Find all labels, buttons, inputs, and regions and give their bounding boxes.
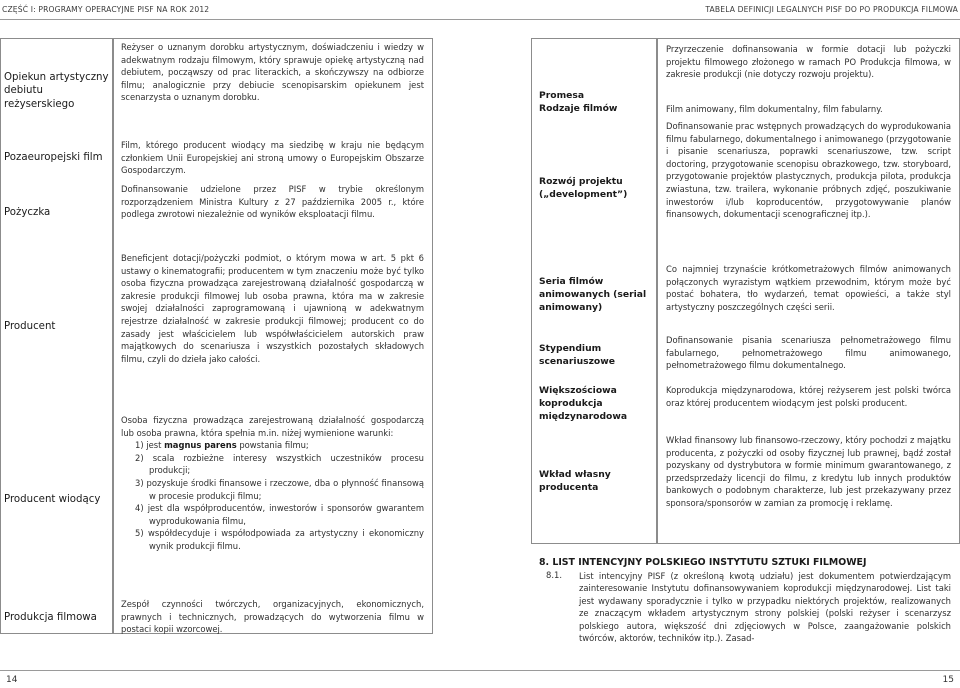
left-term-column — [0, 38, 113, 634]
term-rozwoj-projektu: Rozwój projektu („development”) — [539, 176, 628, 200]
header-rule — [0, 19, 960, 20]
def-producent-wiodacy-intro: Osoba fizyczna prowadząca zarejestrowaną działalność gospodarczą lub osoba prawna, która spełnia m.in. niżej wymienione warunki: — [121, 415, 424, 438]
footer-rule — [0, 670, 960, 671]
def-wiekszosciowa: Koprodukcja międzynarodowa, której reżyserem jest polski twórca oraz której producentem wiodącym jest polski producent. — [666, 385, 951, 408]
condition-item — [121, 477, 424, 502]
def-rozwoj-projektu: Dofinansowanie prac wstępnych prowadzących do wyprodukowania filmu fabularnego, dokumentalnego i animowanego (przygotowanie i pisanie scenariusza, poprawki scenariuszowe, tzw. script doctoring, przygotowanie scenopisu obrazkowego, tzw. storyboard, przygotowanie projektów plastycznych, produkcja pilota, produkcja zwiastuna, tzw. trailera, wykonanie próbnych zdjęć, poszukiwanie inwestorów i/lub koproducentów, przygotowywanie planów finansowych, dokumentacji scenograficznej itp.). — [666, 121, 951, 220]
condition-number: 1) — [135, 440, 144, 451]
term-produkcja-filmowa: Produkcja filmowa — [4, 612, 97, 623]
def-pozyczka: Dofinansowanie udzielone przez PISF w trybie określonym rozporządzeniem Ministra Kultury z 27 października 2005 r., które podlega zwrotowi niezależnie od wyników eksploatacji filmu. — [121, 184, 424, 220]
condition-bold-text: magnus parens — [164, 440, 237, 451]
page-number-right: 15 — [942, 675, 954, 685]
page-number-left: 14 — [6, 675, 18, 685]
def-wklad-wlasny: Wkład finansowy lub finansowo-rzeczowy, który pochodzi z majątku producenta, z pożyczki od osoby fizycznej lub prawnej, bądź został pozyskany od dystrybutora w formie minimum gwarantowanego, z przedsprzedaży licencji do filmu, z kredytu lub innych produktów bankowych o podobnym charakterze, lub jest przekazywany przez sponsora/sponsorów w zamian za promocję i reklamę. — [666, 435, 951, 508]
condition-text: pozyskuje środki finansowe i rzeczowe, dba o płynność finansową w procesie produkcji filmu; — [146, 477, 424, 501]
term-opiekun: Opiekun artystyczny debiutu reżyserskiego — [4, 72, 109, 110]
section-8-title: 8. LIST INTENCYJNY POLSKIEGO INSTYTUTU SZTUKI FILMOWEJ — [539, 557, 867, 568]
section-8-1-text: List intencyjny PISF (z określoną kwotą udziału) jest dokumentem potwierdzającym zainteresowanie Instytutu dofinansowywaniem koprodukcji międzynarodowej. List taki jest wydawany sporadycznie i tylko w przypadku niektórych projektów, realizowanych ze znaczącym wkładem artystycznym strony polskiej (polski reżyser i scenarzysz polskiego autora, większość dni zdjęciowych w Polsce, zaangażowanie polskich twórców, aktorów, techników itp.). Zasad- — [579, 571, 951, 644]
term-wklad-wlasny: Wkład własny producenta — [539, 469, 611, 493]
def-produkcja-filmowa: Zespół czynności twórczych, organizacyjnych, ekonomicznych, prawnych i technicznych, prowadzących do wytworzenia filmu w postaci kopii wzorcowej. — [121, 599, 424, 635]
term-producent: Producent — [4, 321, 56, 332]
term-seria-filmow: Seria filmów animowanych (serial animowany) — [539, 276, 647, 313]
def-producent-wiodacy — [121, 414, 424, 553]
condition-item — [121, 452, 424, 477]
conditions-list — [121, 439, 424, 552]
condition-item — [121, 527, 424, 552]
def-opiekun: Reżyser o uznanym dorobku artystycznym, doświadczeniu i wiedzy w adekwatnym rodzaju filmowym, który sprawuje opiekę artystyczną nad debiutem, począwszy od prac literackich, a skończywszy na odbiorze filmu; analogicznie przy debiucie scenopisarskim opiekunem jest scenarzysta o uznanym dorobku. — [121, 42, 424, 103]
term-pozyczka: Pożyczka — [4, 207, 51, 218]
term-rodzaje-filmow: Rodzaje filmów — [539, 103, 618, 114]
term-promesa: Promesa — [539, 90, 585, 101]
def-stypendium: Dofinansowanie pisania scenariusza pełnometrażowego filmu fabularnego, pełnometrażowego filmu animowanego, pełnometrażowego filmu dokumentalnego. — [666, 335, 951, 371]
running-header-right: TABELA DEFINICJI LEGALNYCH PISF DO PO PRODUKCJA FILMOWA — [705, 5, 958, 14]
def-pozaeuropejski: Film, którego producent wiodący ma siedzibę w kraju nie będącym członkiem Unii Europejskiej ani stroną umowy o Europejskim Obszarze Gospodarczym. — [121, 140, 424, 176]
condition-item — [121, 502, 424, 527]
condition-text: współdecyduje i współodpowiada za artystyczny i ekonomiczny wynik produkcji filmu. — [148, 528, 424, 551]
running-header-left: CZĘŚĆ I: PROGRAMY OPERACYJNE PISF NA ROK 2012 — [2, 5, 210, 14]
section-8-1-number: 8.1. — [546, 570, 562, 580]
def-producent: Beneficjent dotacji/pożyczki podmiot, o którym mowa w art. 5 pkt 6 ustawy o kinematografii; producentem w tym znaczeniu może być tylko osoba fizyczna prowadząca zarejestrowaną działalność gospodarczą w zakresie produkcji filmowej lub osoba prawna, która ma w zakresie swojej działalności zaprogramowaną i ujawnioną w adekwatnym rejestrze działalność w zakresie produkcji filmowej; producent co do zasady jest właścicielem lub współwłaścicielem autorskich praw majątkowych do scenariusza i wszystkich pozostałych składowych filmu, czyli do dzieła jako całości. — [121, 253, 424, 364]
condition-text: jest dla współproducentów, inwestorów i sponsorów gwarantem wyprodukowania filmu, — [147, 503, 424, 526]
term-pozaeuropejski: Pozaeuropejski film — [4, 152, 103, 163]
condition-text: jest — [146, 440, 165, 451]
condition-number: 3) — [135, 477, 144, 488]
condition-number: 4) — [135, 503, 144, 514]
term-stypendium: Stypendium scenariuszowe — [539, 343, 615, 367]
term-producent-wiodacy: Producent wiodący — [4, 494, 101, 505]
term-wiekszosciowa: Większościowa koprodukcja międzynarodowa — [539, 385, 628, 422]
def-seria-filmow: Co najmniej trzynaście krótkometrażowych filmów animowanych połączonych wyrazistym wątkiem przewodnim, którym może być postać bohatera, tło wydarzeń, temat opowieści, a także styl artystyczny poszczególnych części serii. — [666, 264, 951, 312]
def-rodzaje-filmow: Film animowany, film dokumentalny, film fabularny. — [666, 104, 883, 114]
condition-text-end: powstania filmu; — [236, 440, 309, 451]
condition-number: 2) — [135, 452, 144, 463]
def-promesa: Przyrzeczenie dofinansowania w formie dotacji lub pożyczki projektu filmowego złożonego w ramach PO Produkcja filmowa, w zakresie produkcji (nie dotyczy rozwoju projektu). — [666, 44, 951, 80]
condition-text: scala rozbieżne interesy wszystkich uczestników procesu produkcji; — [149, 452, 424, 476]
condition-item — [121, 439, 424, 452]
condition-number: 5) — [135, 528, 144, 539]
